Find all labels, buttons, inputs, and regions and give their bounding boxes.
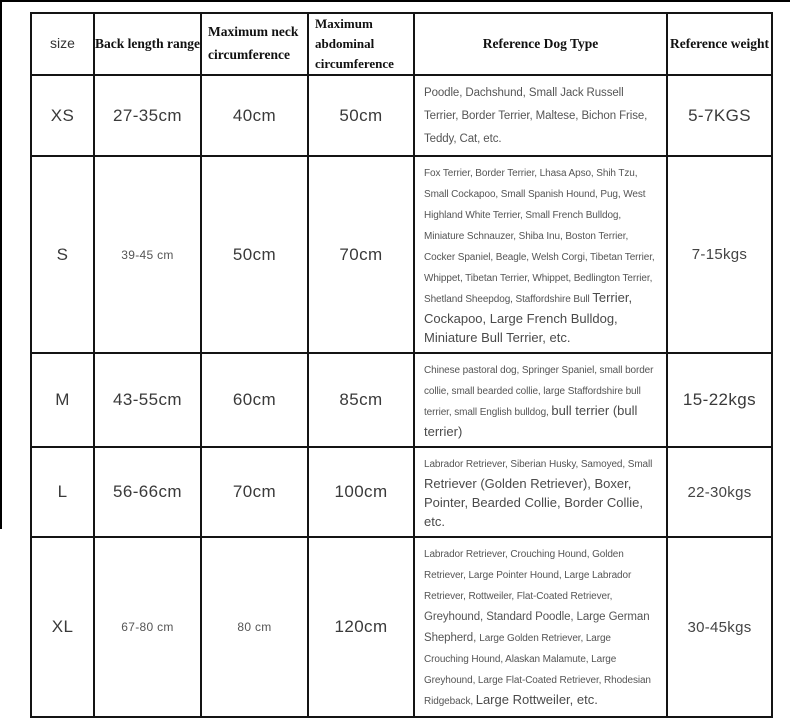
left-edge-line: [0, 0, 2, 529]
header-abdominal: Maximum abdominal circumference: [308, 13, 414, 75]
table-row-m: [31, 353, 772, 447]
dog-type-cell: [414, 156, 667, 353]
weight-cell: 7-15kgs: [667, 156, 772, 353]
abdominal-cell: 100cm: [308, 447, 414, 537]
weight-cell: 22-30kgs: [667, 447, 772, 537]
weight-cell: 5-7KGS: [667, 75, 772, 156]
top-edge-line: [0, 0, 790, 2]
size-cell: XL: [31, 537, 94, 717]
dog-type-text: bull terrier (bull terrier): [424, 403, 638, 440]
dog-type-cell: [414, 537, 667, 717]
size-cell: S: [31, 156, 94, 353]
dog-type-cell: [414, 353, 667, 447]
dog-type-text: Poodle, Dachshund, Small Jack Russell Terrier, Border Terrier, Maltese, Bichon Frise, Teddy, Cat, etc.: [424, 87, 648, 146]
dog-type-cell: [414, 447, 667, 537]
dog-type-text: Terrier, Cockapoo, Large French Bulldog, Miniature Bull Terrier, etc.: [424, 290, 633, 346]
neck-cell: 50cm: [201, 156, 308, 353]
dog-type-text: Labrador Retriever, Siberian Husky, Samoyed, Small: [424, 459, 653, 471]
table-row-s: [31, 156, 772, 353]
dog-type-text: Retriever (Golden Retriever), Boxer, Pointer, Bearded Collie, Border Collie, etc.: [424, 476, 643, 530]
back-length-cell: 27-35cm: [94, 75, 201, 156]
dog-type-cell: [414, 75, 667, 156]
abdominal-cell: 85cm: [308, 353, 414, 447]
abdominal-cell: 120cm: [308, 537, 414, 717]
table-row-l: [31, 447, 772, 537]
back-length-cell: 67-80 cm: [94, 537, 201, 717]
header-neck: Maximum neck circumference: [201, 13, 308, 75]
back-length-cell: 56-66cm: [94, 447, 201, 537]
size-chart-table: [30, 12, 773, 718]
neck-cell: 70cm: [201, 447, 308, 537]
dog-type-text: Labrador Retriever, Crouching Hound, Golden Retriever, Large Pointer Hound, Large Labrador Retriever, Rottweiler, Flat-Coated Retriever,: [424, 549, 632, 603]
dog-type-text: Large Golden Retriever, Large Crouching Hound, Alaskan Malamute, Large Greyhound, Large Flat-Coated Retriever, Rhodesian Ridgeback,: [424, 633, 651, 708]
header-size: size: [31, 13, 94, 75]
neck-cell: 60cm: [201, 353, 308, 447]
dog-type-text: Large Rottweiler, etc.: [475, 692, 598, 708]
size-cell: L: [31, 447, 94, 537]
abdominal-cell: 50cm: [308, 75, 414, 156]
weight-cell: 15-22kgs: [667, 353, 772, 447]
size-cell: XS: [31, 75, 94, 156]
header-row: [31, 13, 772, 75]
header-back-length: Back length range: [94, 13, 201, 75]
abdominal-cell: 70cm: [308, 156, 414, 353]
dog-type-text: Chinese pastoral dog, Springer Spaniel, small border collie, small bearded collie, large Staffordshire bull terrier, small English bulldog,: [424, 365, 654, 419]
back-length-cell: 39-45 cm: [94, 156, 201, 353]
dog-type-text: Greyhound, Standard Poodle, Large German Shepherd,: [424, 611, 650, 645]
neck-cell: 80 cm: [201, 537, 308, 717]
weight-cell: 30-45kgs: [667, 537, 772, 717]
dog-type-text: Fox Terrier, Border Terrier, Lhasa Apso, Shih Tzu, Small Cockapoo, Small Spanish Hound, Pug, West Highland White Terrier, Small French Bulldog, Miniature Schnauzer, Shiba Inu, Boston Terrier, Cocker Spaniel, Beagle, Welsh Corgi, Tibetan Terrier, Whippet, Tibetan Terrier, Whippet, Bedlington Terrier, Shetland Sheepdog, Staffordshire Bull: [424, 168, 655, 306]
size-cell: M: [31, 353, 94, 447]
table-row-xl: [31, 537, 772, 717]
header-weight: Reference weight: [667, 13, 772, 75]
back-length-cell: 43-55cm: [94, 353, 201, 447]
table-row-xs: [31, 75, 772, 156]
header-dog-type: Reference Dog Type: [414, 13, 667, 75]
neck-cell: 40cm: [201, 75, 308, 156]
